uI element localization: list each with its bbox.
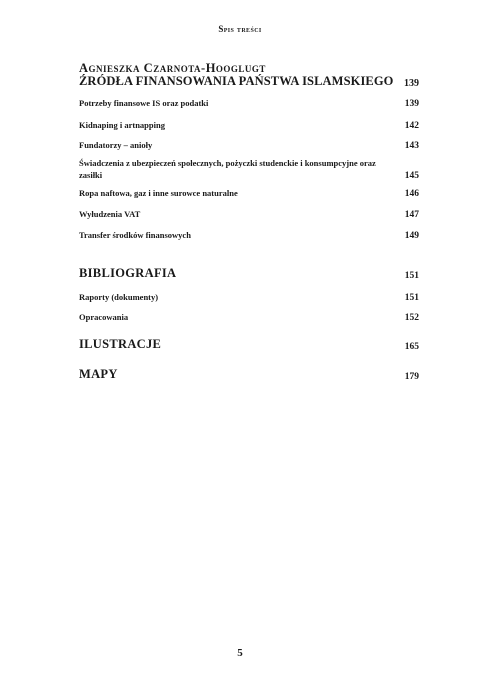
- illustrations-title: ILUSTRACJE: [79, 337, 162, 351]
- toc-section-row[interactable]: [79, 97, 419, 109]
- toc-section-row[interactable]: [79, 229, 419, 241]
- toc-maps-row[interactable]: [79, 367, 419, 382]
- chapter-title: ŹRÓDŁA FINANSOWANIA PAŃSTWA ISLAMSKIEGO: [79, 74, 394, 88]
- maps-page: 179: [404, 372, 419, 382]
- section-page: 142: [404, 121, 419, 131]
- toc-section-row[interactable]: [79, 119, 419, 131]
- section-page: 143: [404, 141, 419, 151]
- section-page: 152: [404, 313, 419, 323]
- bibliography-title: BIBLIOGRAFIA: [79, 266, 177, 280]
- toc-section-row[interactable]: [79, 139, 419, 151]
- running-head: Spis treści: [218, 24, 262, 34]
- bibliography-page: 151: [404, 271, 419, 281]
- maps-title: MAPY: [79, 367, 118, 381]
- chapter-author: Agnieszka Czarnota-Hooglugt: [79, 61, 266, 75]
- section-label: Ropa naftowa, gaz i inne surowce naturalne: [79, 188, 238, 198]
- section-label: Transfer środków finansowych: [79, 230, 191, 240]
- toc-section-row[interactable]: [79, 311, 419, 323]
- toc-bibliography-row[interactable]: [79, 266, 419, 281]
- toc-chapter-row[interactable]: [79, 74, 419, 89]
- section-label: Potrzeby finansowe IS oraz podatki: [79, 98, 209, 108]
- toc-section-row[interactable]: [79, 208, 419, 220]
- section-page: 146: [404, 189, 419, 199]
- chapter-page: 139: [404, 78, 419, 89]
- illustrations-page: 165: [404, 342, 419, 352]
- section-page: 145: [404, 171, 419, 181]
- section-page: 151: [404, 293, 419, 303]
- section-label: Fundatorzy – anioły: [79, 140, 153, 150]
- toc-section-row[interactable]: [79, 187, 419, 199]
- page-number: 5: [237, 647, 243, 659]
- section-label: Świadczenia z ubezpieczeń społecznych, pożyczki studenckie i konsumpcyjne oraz zasiłki: [79, 158, 376, 180]
- section-label: Raporty (dokumenty): [79, 292, 159, 302]
- section-page: 139: [404, 99, 419, 109]
- toc-section-row[interactable]: [79, 291, 419, 303]
- toc-illustrations-row[interactable]: [79, 337, 419, 352]
- section-label: Wyłudzenia VAT: [79, 209, 141, 219]
- section-label: Opracowania: [79, 312, 129, 322]
- toc-section-row[interactable]: [79, 157, 419, 181]
- section-page: 149: [404, 231, 419, 241]
- section-label: Kidnaping i artnapping: [79, 120, 165, 130]
- section-page: 147: [404, 210, 419, 220]
